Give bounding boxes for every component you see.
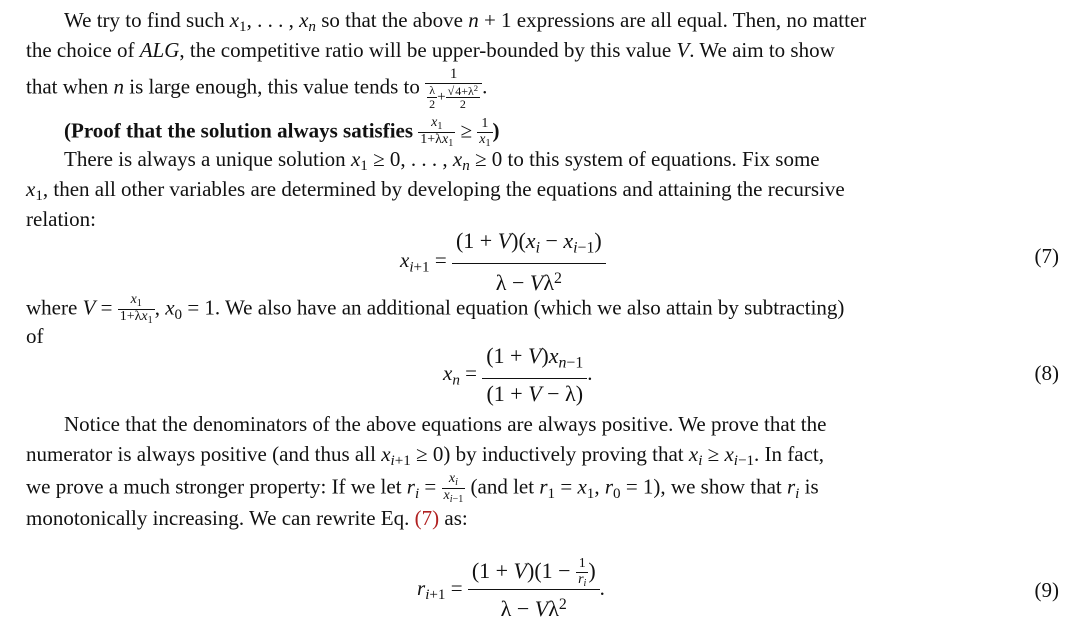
para3-line2 bbox=[26, 323, 44, 349]
text: the choice of bbox=[26, 38, 140, 62]
text: There is always a unique solution bbox=[64, 147, 351, 171]
math-solution-range: $x_1 \ge 0$, . . . , $x_n \ge 0$ bbox=[350, 147, 503, 175]
para4-line3: we prove a much stronger property: If we let $r_i$ = $\frac{x_i}{x_{i-1}}$ (and let $r_1 = x_1$, $r_0 = 1$), we show that $r_i$ is bbox=[26, 471, 819, 506]
para2-line1 bbox=[64, 146, 820, 179]
text: is large enough, this value tends to bbox=[123, 74, 426, 99]
math-x1: $x_1$ bbox=[26, 177, 43, 205]
text: as: bbox=[439, 506, 468, 530]
text: monotonically increasing. We can rewrite Eq. bbox=[26, 506, 415, 530]
text: We try to find such bbox=[64, 8, 230, 32]
text: ) by inductively proving that bbox=[443, 442, 689, 466]
heading-fraction-2: $\frac{1}{x_1}$ bbox=[479, 115, 491, 149]
text: , then all other variables are determined by developing the equations and attaining the recursive bbox=[42, 177, 845, 201]
text: ), we show that bbox=[653, 474, 787, 499]
text: . In fact, bbox=[754, 442, 825, 466]
equation-number-9: (9) bbox=[1034, 578, 1059, 602]
v-fraction: $\frac{x_1}{1+\lambda x_1}$ bbox=[119, 292, 153, 327]
text: of bbox=[26, 324, 44, 348]
text: (and let bbox=[465, 474, 540, 499]
para3-line1: where V = $\frac{x_1}{1+\lambda x_1}$ , $x_0 = 1$. We also have an additional equation (which we also attain by subtracting) bbox=[26, 292, 845, 327]
limit-fraction: 1 $\frac{\lambda}{2}$ + $\frac{√4+\lambda^2}{2}$ bbox=[425, 67, 482, 111]
text: where bbox=[26, 295, 83, 320]
text: to this system of equations. Fix some bbox=[502, 147, 820, 171]
heading-fraction: $\frac{x_1}{1+\lambda x_1}$ bbox=[420, 115, 454, 150]
proof-heading: (Proof that the solution always satisfies $\frac{x_1}{1+\lambda x_1}$ ≥ $\frac{1}{x_1}$ ) bbox=[64, 115, 500, 150]
para1-line3: that when n is large enough, this value tends to 1 $\frac{\lambda}{2}$ + $\frac{√4+\lambda^2}{2}$ . bbox=[26, 66, 488, 112]
equation-number-8: (8) bbox=[1034, 361, 1059, 385]
equation-reference-link[interactable]: (7) bbox=[414, 506, 440, 530]
math-x1-xn: $x_1$, . . . , $x_n$ bbox=[229, 8, 316, 36]
equation-number-7: (7) bbox=[1034, 244, 1059, 268]
text: , the competitive ratio will be upper-bounded by this value bbox=[179, 38, 677, 62]
equation-7: $x_{i+1}$ = $\frac{(1 + V)(x_i - x_{i-1})}{\lambda - V\lambda^2}$ bbox=[400, 226, 606, 299]
math-v: V bbox=[676, 38, 690, 62]
math-n: n bbox=[113, 74, 124, 99]
para4-line4 bbox=[26, 505, 468, 531]
para2-line3 bbox=[26, 206, 96, 232]
para1-line1 bbox=[64, 7, 866, 40]
math-n-plus-1: n + 1 bbox=[468, 8, 512, 32]
ri-fraction: $\frac{x_i}{x_{i-1}}$ bbox=[443, 471, 464, 506]
heading-text: (Proof that the solution always satisfies bbox=[64, 118, 419, 143]
text: numerator is always positive (and thus all bbox=[26, 442, 382, 466]
equation-8: $x_n$ = $\frac{(1 + V)x_{n-1}}{(1 + V - \lambda)}$ . bbox=[443, 343, 593, 407]
text: that when bbox=[26, 74, 114, 99]
para4-line1 bbox=[64, 411, 826, 437]
text: . We also have an additional equation (which we also attain by subtracting) bbox=[214, 295, 845, 320]
text: so that the above bbox=[315, 8, 469, 32]
para1-line2 bbox=[26, 37, 835, 63]
text: relation: bbox=[26, 207, 96, 231]
math-alg: ALG bbox=[139, 38, 180, 62]
text: . We aim to show bbox=[689, 38, 835, 62]
text: expressions are all equal. Then, no matter bbox=[511, 8, 867, 32]
para2-line2 bbox=[26, 176, 845, 209]
text: Notice that the denominators of the above equations are always positive. We prove that the bbox=[64, 412, 827, 436]
para4-line2: numerator is always positive (and thus all $x_{i+1} \ge 0$) by inductively proving that $x_i \ge x_{i-1}$. In fact, bbox=[26, 442, 825, 470]
text: we prove a much stronger property: If we let bbox=[26, 474, 407, 499]
text: is bbox=[799, 474, 819, 499]
equation-9: $r_{i+1}$ = (1 + V)(1 − $\frac{1}{r_i}$ ) $\lambda - V\lambda^2$ . bbox=[417, 555, 605, 622]
